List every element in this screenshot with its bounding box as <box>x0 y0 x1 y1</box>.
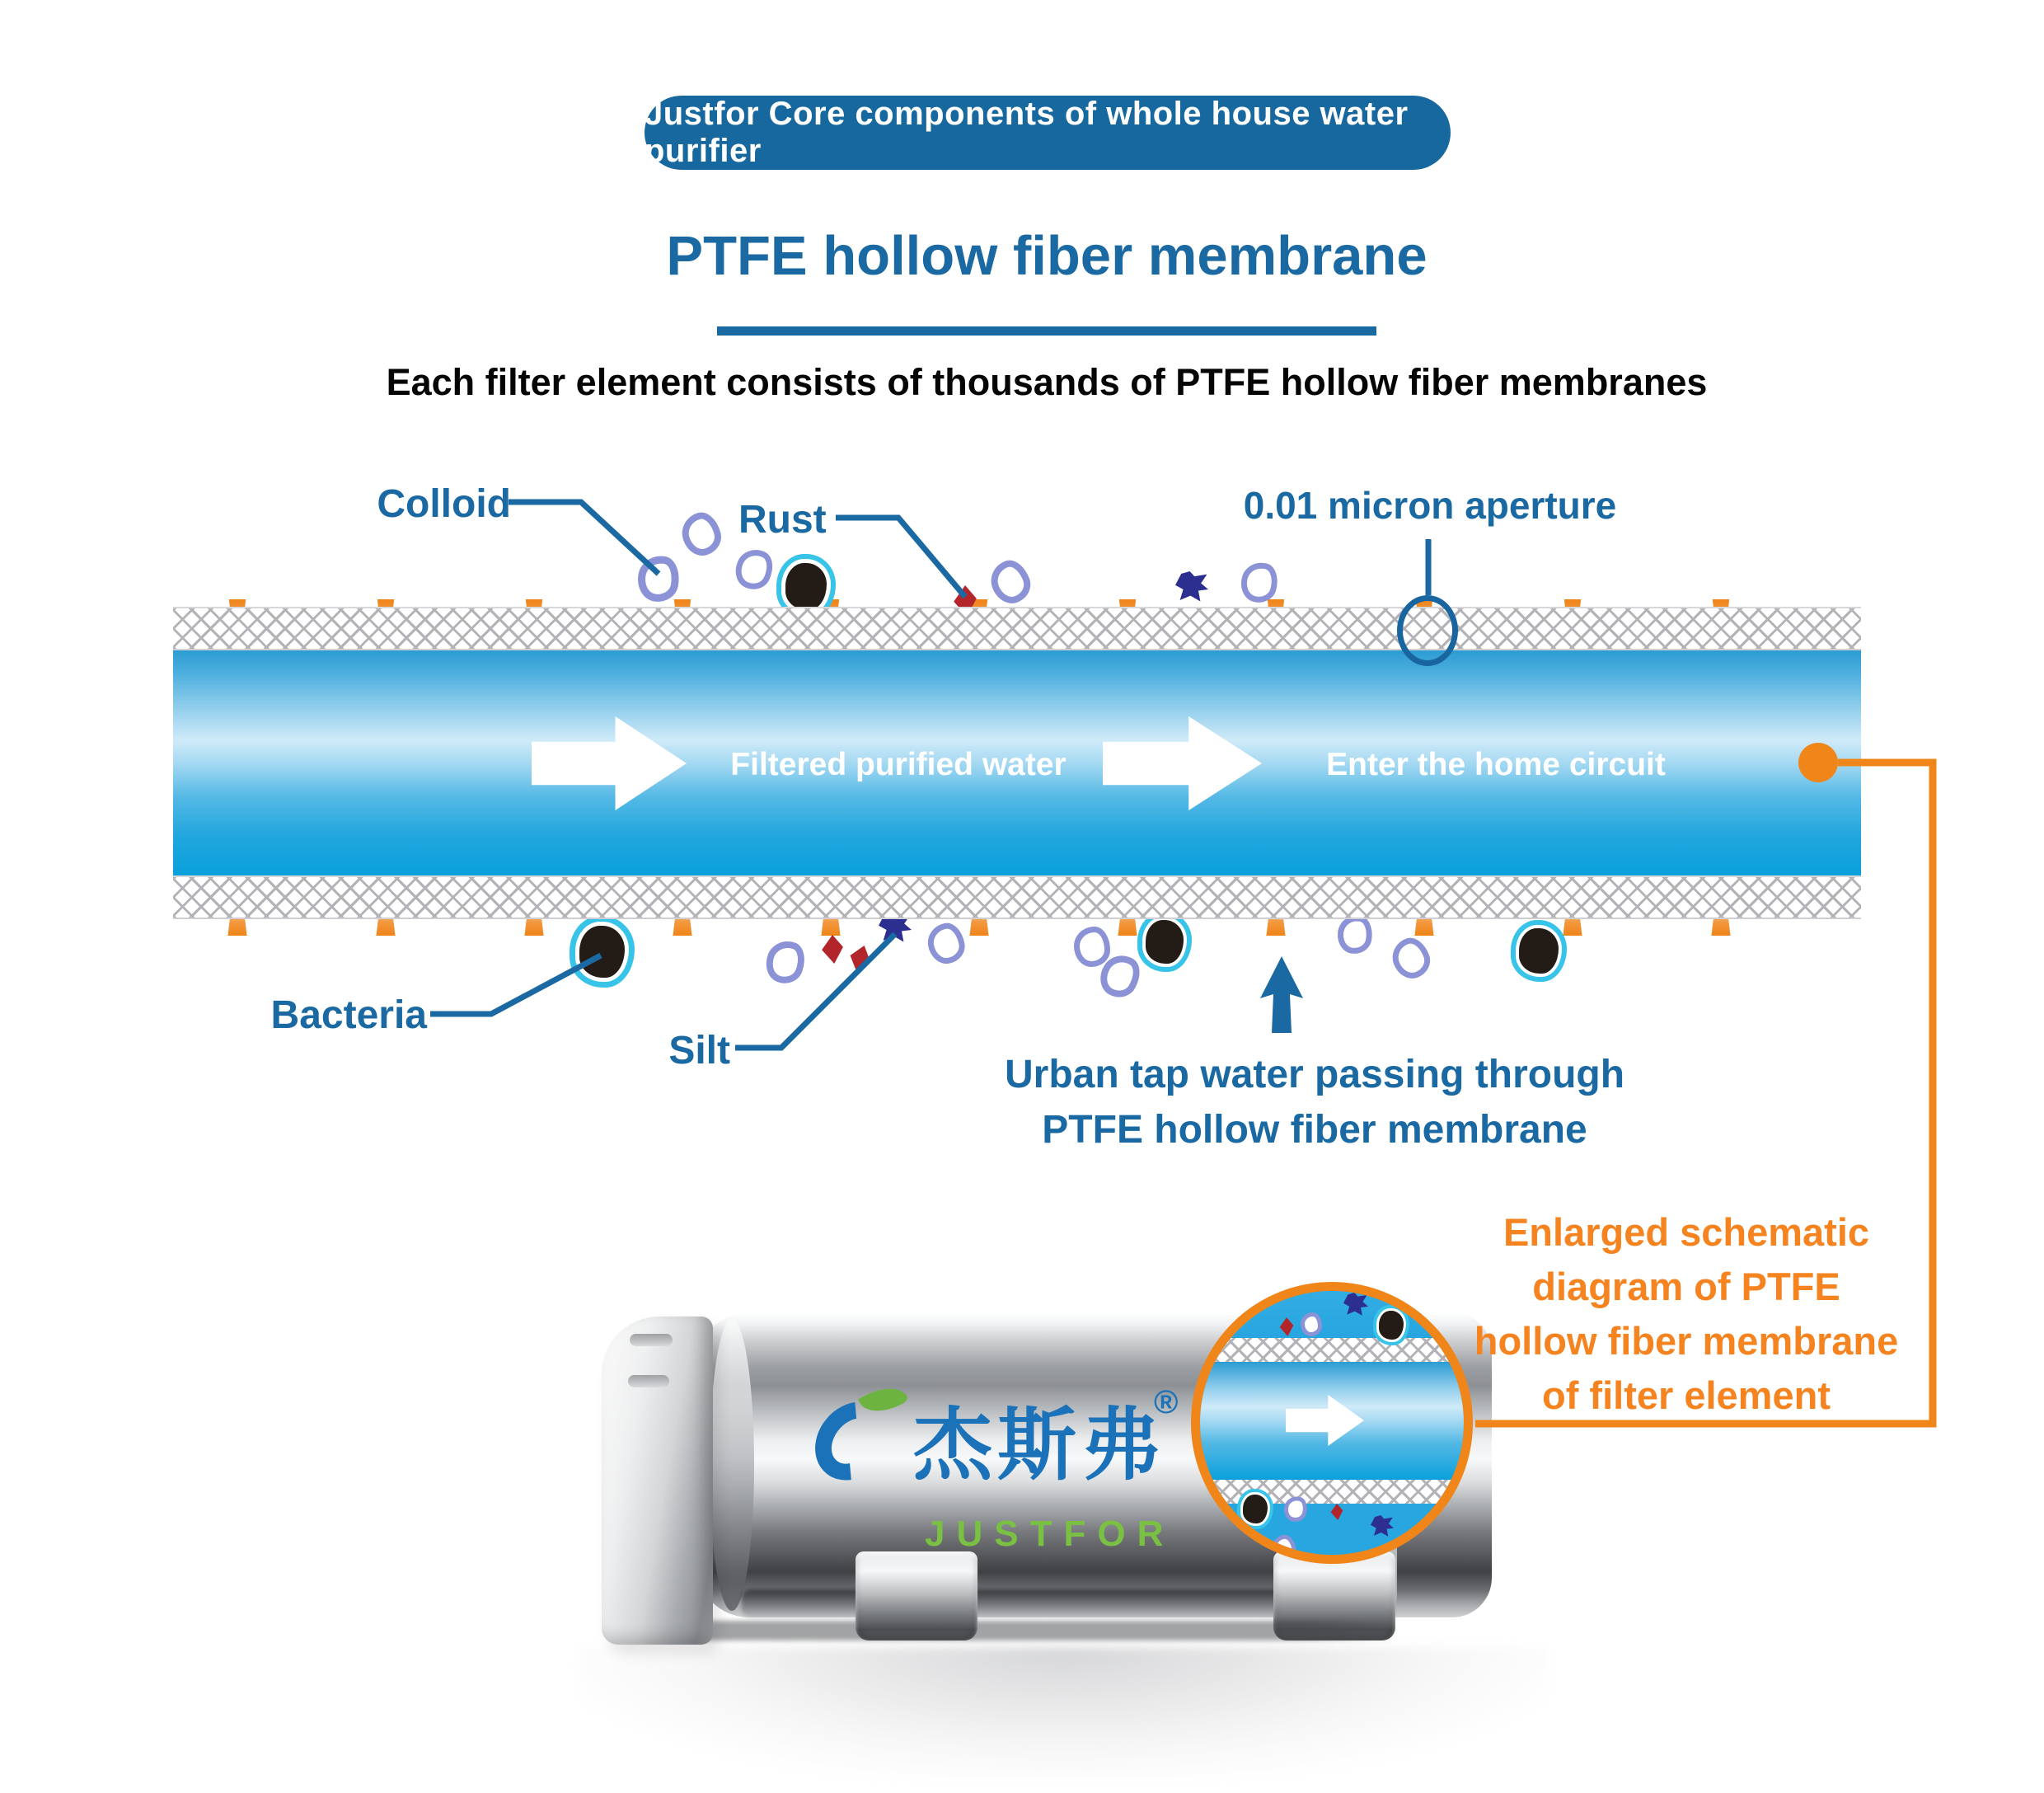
aperture-circle-marker <box>1397 595 1458 666</box>
label-urban-tap-water <box>960 1047 1669 1157</box>
colloid-particle <box>635 552 683 605</box>
stand-left-plate <box>602 1317 713 1645</box>
flow-label-home-circuit: Enter the home circuit <box>1326 747 1666 782</box>
label-bacteria: Bacteria <box>270 993 427 1037</box>
stand-foot-left <box>856 1551 977 1640</box>
colloid-particle <box>1301 1312 1322 1336</box>
subtitle: Each filter element consists of thousands of PTFE hollow fiber membranes <box>386 361 1708 403</box>
title-underline <box>717 326 1376 336</box>
header-badge-label: Justfor Core components of whole house water purifier <box>645 96 1409 169</box>
bacteria-particle <box>1243 1495 1268 1523</box>
label-colloid: Colloid <box>377 482 511 526</box>
header-badge <box>645 96 1451 170</box>
flow-label-filtered: Filtered purified water <box>730 747 1067 782</box>
label-urban-line1: Urban tap water passing through <box>1004 1053 1625 1096</box>
rust-particle <box>821 935 844 964</box>
callout-enlarged-diagram <box>1449 1205 1924 1423</box>
brand-name-cn: 杰斯弗 <box>913 1401 1165 1490</box>
label-rust: Rust <box>738 498 827 542</box>
end-cap-slot <box>630 1334 673 1346</box>
callout-line3: hollow fiber membrane <box>1474 1319 1899 1363</box>
bacteria-particle <box>785 563 827 610</box>
flow-right-arrow-2 <box>1103 716 1262 810</box>
zoom-particles-layer <box>1200 1291 1464 1555</box>
rust-particle <box>1279 1317 1294 1336</box>
label-aperture: 0.01 micron aperture <box>1243 484 1617 527</box>
registered-mark: ® <box>1154 1384 1179 1420</box>
bacteria-particle <box>579 926 625 978</box>
colloid-particle <box>1281 1494 1310 1524</box>
bacteria-particle <box>1379 1311 1404 1340</box>
silt-particle <box>1343 1293 1368 1317</box>
membrane-wall-top <box>173 607 1861 650</box>
rust-particle <box>845 942 874 975</box>
floor-reflection <box>577 1647 1549 1779</box>
silt-particle <box>1175 571 1208 603</box>
silt-leader-line <box>735 934 895 1048</box>
membrane-wall-bottom <box>173 875 1861 919</box>
brand-name-en: JUSTFOR <box>925 1514 1175 1554</box>
silt-particle <box>1371 1515 1394 1537</box>
end-cap-slot <box>628 1375 669 1387</box>
rust-leader-line <box>836 518 965 597</box>
callout-line4: of filter element <box>1542 1373 1831 1417</box>
membrane-zoom-circle <box>1191 1282 1473 1564</box>
water-channel <box>173 650 1861 875</box>
colloid-particle <box>1074 927 1110 967</box>
colloid-particle <box>1093 948 1147 1004</box>
colloid-particle <box>1387 933 1435 983</box>
callout-line1: Enlarged schematic <box>1503 1210 1870 1254</box>
colloid-particle <box>760 936 810 989</box>
membrane-diagram <box>173 607 1861 919</box>
justfor-logo <box>818 1384 1198 1495</box>
label-silt: Silt <box>668 1029 730 1073</box>
label-urban-line2: PTFE hollow fiber membrane <box>1042 1108 1587 1152</box>
colloid-particle <box>925 921 968 967</box>
page-title: PTFE hollow fiber membrane <box>666 225 1428 287</box>
colloid-leader-line <box>509 502 659 574</box>
bacteria-leader-line <box>430 955 601 1014</box>
bacteria-particle <box>1519 928 1559 974</box>
rust-particle <box>1330 1504 1343 1520</box>
floor-contact-shadow <box>614 1621 1397 1640</box>
colloid-particle <box>985 556 1035 609</box>
colloid-particle <box>729 543 780 595</box>
bacteria-particle <box>1146 920 1184 964</box>
colloid-particle <box>677 509 725 560</box>
tap-water-up-arrow <box>1260 956 1303 1033</box>
callout-line2: diagram of PTFE <box>1532 1265 1840 1308</box>
flow-right-arrow-1 <box>532 716 687 810</box>
colloid-particle <box>1236 558 1282 607</box>
